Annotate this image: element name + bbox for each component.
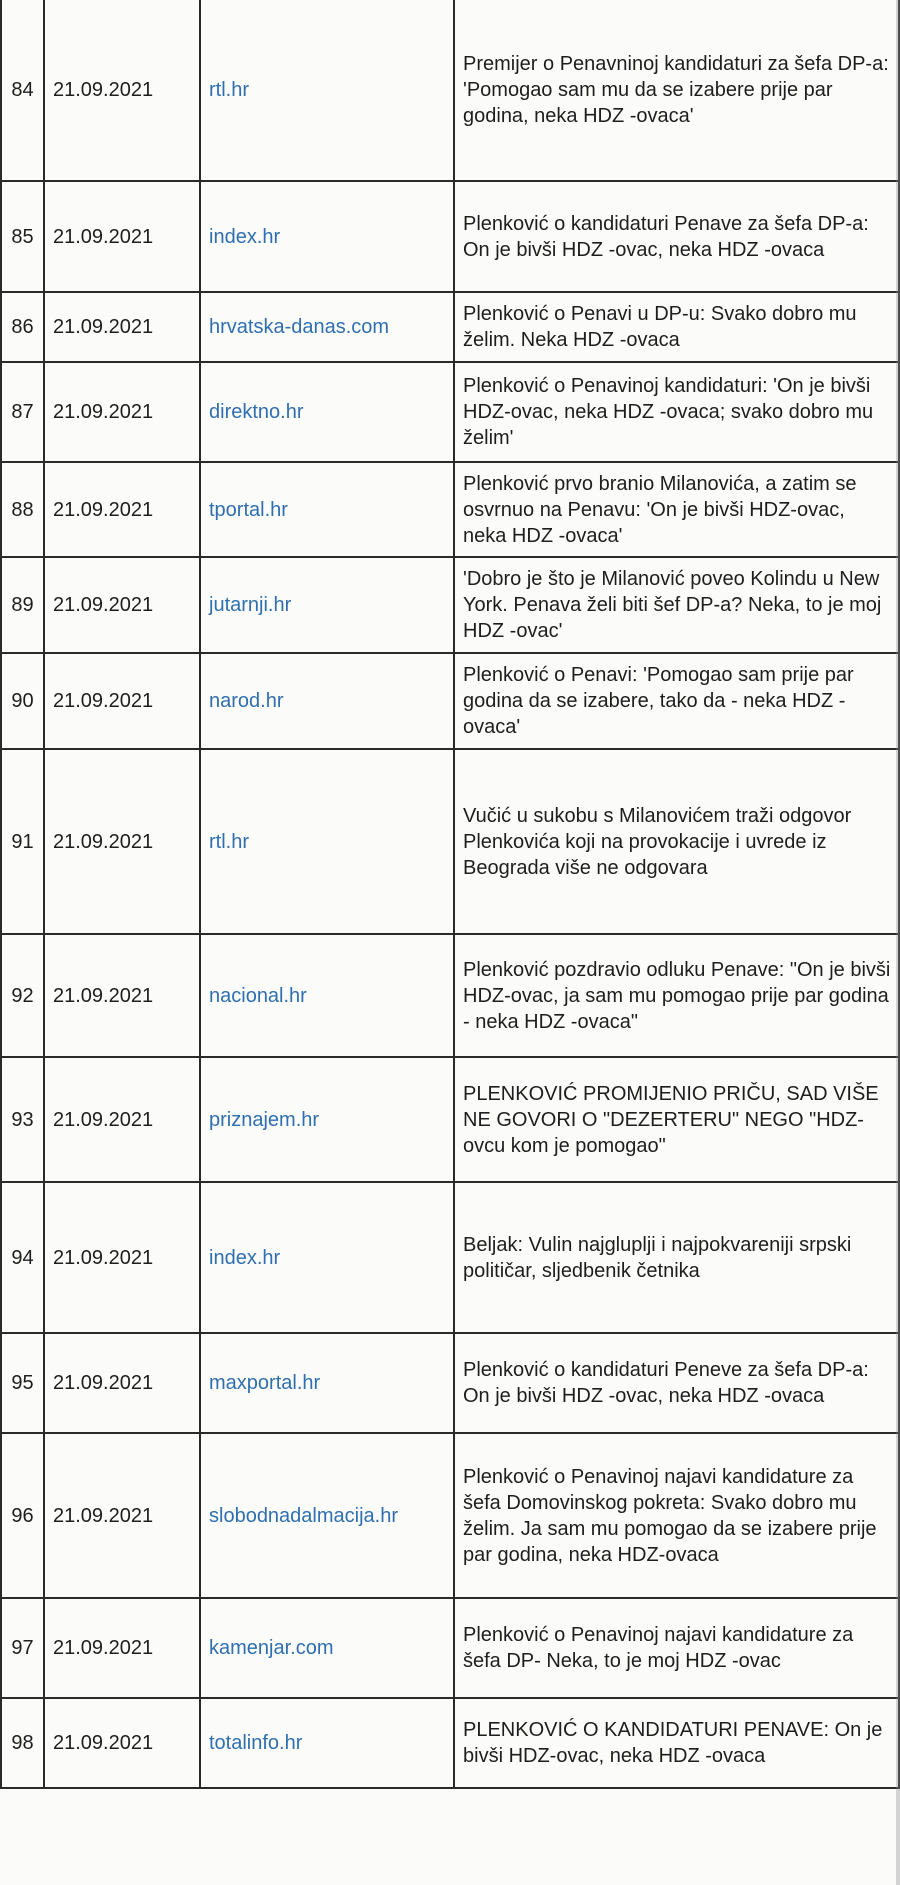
portal-link[interactable]: totalinfo.hr <box>200 1698 454 1788</box>
article-title: Plenković o Penavinoj najavi kandidature za šefa Domovinskog pokreta: Svako dobro mu želim. Ja sam mu pomogao da se izabere prije par godina, neka HDZ-ovaca <box>454 1433 899 1598</box>
row-date: 21.09.2021 <box>44 1182 200 1333</box>
row-number: 97 <box>1 1598 44 1698</box>
row-number: 98 <box>1 1698 44 1788</box>
portal-link[interactable]: narod.hr <box>200 653 454 749</box>
article-title: Premijer o Penavninoj kandidaturi za šefa DP-a: 'Pomogao sam mu da se izabere prije par godina, neka HDZ -ovaca' <box>454 0 899 181</box>
portal-link[interactable]: jutarnji.hr <box>200 557 454 653</box>
article-title: Vučić u sukobu s Milanovićem traži odgovor Plenkovića koji na provokacije i uvrede iz Beograda više ne odgovara <box>454 749 899 934</box>
row-number: 85 <box>1 181 44 292</box>
row-date: 21.09.2021 <box>44 653 200 749</box>
row-number: 96 <box>1 1433 44 1598</box>
row-date: 21.09.2021 <box>44 1433 200 1598</box>
article-title: 'Dobro je što je Milanović poveo Kolindu u New York. Penava želi biti šef DP-a? Neka, to je moj HDZ -ovac' <box>454 557 899 653</box>
article-title: Plenković o Penavi: 'Pomogao sam prije par godina da se izabere, tako da - neka HDZ -ovaca' <box>454 653 899 749</box>
row-date: 21.09.2021 <box>44 1333 200 1433</box>
article-title: Plenković prvo branio Milanovića, a zatim se osvrnuo na Penavu: 'On je bivši HDZ-ovac, neka HDZ -ovaca' <box>454 462 899 557</box>
table-row <box>1 181 899 292</box>
portal-link[interactable]: hrvatska-danas.com <box>200 292 454 362</box>
row-date: 21.09.2021 <box>44 557 200 653</box>
table-row <box>1 1698 899 1788</box>
row-number: 88 <box>1 462 44 557</box>
article-title: PLENKOVIĆ O KANDIDATURI PENAVE: On je bivši HDZ-ovac, neka HDZ -ovaca <box>454 1698 899 1788</box>
row-number: 90 <box>1 653 44 749</box>
row-date: 21.09.2021 <box>44 1057 200 1182</box>
table-row <box>1 1057 899 1182</box>
table-row <box>1 0 899 181</box>
article-title: Plenković o kandidaturi Penave za šefa DP-a: On je bivši HDZ -ovac, neka HDZ -ovaca <box>454 181 899 292</box>
row-number: 91 <box>1 749 44 934</box>
portal-link[interactable]: direktno.hr <box>200 362 454 462</box>
portal-link[interactable]: index.hr <box>200 1182 454 1333</box>
portal-link[interactable]: maxportal.hr <box>200 1333 454 1433</box>
table-row <box>1 362 899 462</box>
table-row <box>1 653 899 749</box>
row-number: 84 <box>1 0 44 181</box>
portal-link[interactable]: index.hr <box>200 181 454 292</box>
portal-link[interactable]: rtl.hr <box>200 0 454 181</box>
table-row <box>1 557 899 653</box>
row-number: 86 <box>1 292 44 362</box>
article-title: Plenković o Penavinoj najavi kandidature za šefa DP- Neka, to je moj HDZ -ovac <box>454 1598 899 1698</box>
portal-link[interactable]: priznajem.hr <box>200 1057 454 1182</box>
portal-link[interactable]: rtl.hr <box>200 749 454 934</box>
row-date: 21.09.2021 <box>44 1698 200 1788</box>
row-date: 21.09.2021 <box>44 749 200 934</box>
row-number: 93 <box>1 1057 44 1182</box>
article-title: Plenković pozdravio odluku Penave: "On je bivši HDZ-ovac, ja sam mu pomogao prije par godina - neka HDZ -ovaca" <box>454 934 899 1057</box>
table-row <box>1 749 899 934</box>
table-row <box>1 1598 899 1698</box>
page-edge-shadow <box>896 0 900 1885</box>
row-number: 87 <box>1 362 44 462</box>
row-date: 21.09.2021 <box>44 181 200 292</box>
row-date: 21.09.2021 <box>44 292 200 362</box>
article-title: PLENKOVIĆ PROMIJENIO PRIČU, SAD VIŠE NE GOVORI O "DEZERTERU" NEGO "HDZ-ovcu kom je pomogao" <box>454 1057 899 1182</box>
row-date: 21.09.2021 <box>44 934 200 1057</box>
row-date: 21.09.2021 <box>44 462 200 557</box>
row-number: 95 <box>1 1333 44 1433</box>
portal-link[interactable]: tportal.hr <box>200 462 454 557</box>
row-number: 92 <box>1 934 44 1057</box>
article-title: Plenković o Penavinoj kandidaturi: 'On je bivši HDZ-ovac, neka HDZ -ovaca; svako dobro mu želim' <box>454 362 899 462</box>
row-date: 21.09.2021 <box>44 0 200 181</box>
row-date: 21.09.2021 <box>44 362 200 462</box>
row-date: 21.09.2021 <box>44 1598 200 1698</box>
table-row <box>1 1333 899 1433</box>
portal-link[interactable]: kamenjar.com <box>200 1598 454 1698</box>
table-row <box>1 1182 899 1333</box>
article-title: Beljak: Vulin najgluplji i najpokvareniji srpski političar, sljedbenik četnika <box>454 1182 899 1333</box>
table-row <box>1 292 899 362</box>
portal-link[interactable]: nacional.hr <box>200 934 454 1057</box>
row-number: 94 <box>1 1182 44 1333</box>
table-row <box>1 462 899 557</box>
row-number: 89 <box>1 557 44 653</box>
table-row <box>1 1433 899 1598</box>
portal-link[interactable]: slobodnadalmacija.hr <box>200 1433 454 1598</box>
article-title: Plenković o kandidaturi Peneve za šefa DP-a: On je bivši HDZ -ovac, neka HDZ -ovaca <box>454 1333 899 1433</box>
table-row <box>1 934 899 1057</box>
article-title: Plenković o Penavi u DP-u: Svako dobro mu želim. Neka HDZ -ovaca <box>454 292 899 362</box>
